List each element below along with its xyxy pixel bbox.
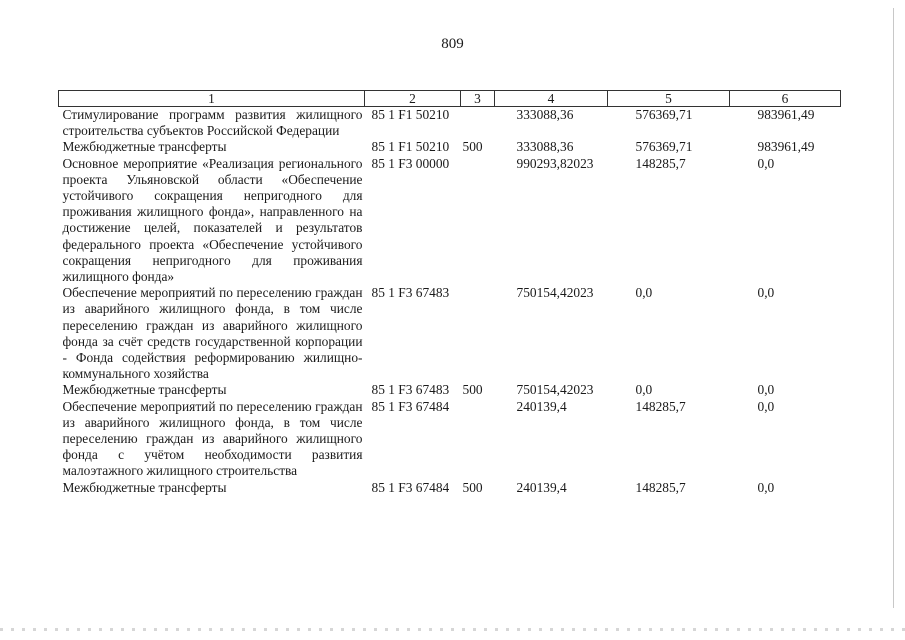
row-amount-2: 148285,7 [635,479,686,495]
row-amount-3: 983961,49 [757,139,815,155]
table-row [59,139,841,155]
row-amount-1: 240139,4 [516,398,567,414]
table-row [59,107,841,140]
row-amount-2: 576369,71 [635,107,693,122]
row-amount-2: 0,0 [635,382,653,398]
table-row [59,399,841,480]
row-name: Обеспечение мероприятий по переселению граждан из аварийного жилищного фонда, в том числе переселению граждан из аварийного жилищного фонда за счёт средств государственной корпорации - Фонда содействия реформированию жилищно-коммунального хозяйства [62,285,363,382]
row-amount-3: 0,0 [757,285,775,301]
column-header-4: 4 [495,91,608,107]
table-header-row [59,91,841,107]
row-amount-3: 0,0 [757,479,775,495]
row-target-code: 85 1 F3 67484 [371,398,450,414]
row-amount-3: 0,0 [757,382,775,398]
page-number: 809 [441,36,464,52]
row-expense-type [461,285,495,382]
row-expense-type: 500 [462,139,483,155]
row-name: Межбюджетные трансферты [62,479,227,495]
row-name: Обеспечение мероприятий по переселению граждан из аварийного жилищного фонда, в том числе переселению граждан из аварийного жилищного фонда с учётом необходимости развития малоэтажного жилищного строительства [62,398,363,479]
row-target-code: 85 1 F3 67483 [371,285,450,301]
budget-table [58,90,841,496]
scan-bottom-edge [0,628,905,631]
row-target-code: 85 1 F1 50210 [371,107,450,122]
column-header-3: 3 [461,91,495,107]
row-expense-type [461,399,495,480]
row-expense-type: 500 [462,479,483,495]
table-row [59,480,841,496]
row-amount-1: 240139,4 [516,479,567,495]
scan-page-edge [893,8,894,608]
row-name: Основное мероприятие «Реализация регионального проекта Ульяновской области «Обеспечение устойчивого сокращения непригодного для проживания жилищного фонда», направленного на достижение целей, показателей и результатов федерального проекта «Обеспечение устойчивого сокращения непригодного для проживания жилищного фонда» [62,155,363,285]
column-header-2: 2 [365,91,461,107]
row-target-code: 85 1 F3 67483 [371,382,450,398]
row-amount-2: 148285,7 [635,155,686,171]
row-target-code: 85 1 F3 00000 [371,155,450,171]
row-expense-type [461,107,495,140]
row-amount-2: 0,0 [635,285,653,301]
row-amount-3: 0,0 [757,155,775,171]
table-row [59,285,841,382]
row-amount-3: 0,0 [757,398,775,414]
row-name: Межбюджетные трансферты [62,382,227,398]
row-amount-1: 990293,82023 [516,155,594,171]
row-target-code: 85 1 F1 50210 [371,139,450,155]
table-row [59,382,841,398]
row-name: Межбюджетные трансферты [62,139,227,155]
row-target-code: 85 1 F3 67484 [371,479,450,495]
row-amount-2: 576369,71 [635,139,693,155]
row-amount-1: 333088,36 [516,139,574,155]
row-expense-type: 500 [462,382,483,398]
row-amount-1: 750154,42023 [516,382,594,398]
column-header-5: 5 [608,91,730,107]
row-amount-2: 148285,7 [635,398,686,414]
table-row [59,156,841,286]
column-header-1: 1 [59,91,365,107]
row-name: Стимулирование программ развития жилищного строительства субъектов Российской Федерации [62,107,363,139]
row-amount-1: 750154,42023 [516,285,594,301]
row-expense-type [461,156,495,286]
row-amount-3: 983961,49 [757,107,815,122]
row-amount-1: 333088,36 [516,107,574,122]
column-header-6: 6 [730,91,841,107]
